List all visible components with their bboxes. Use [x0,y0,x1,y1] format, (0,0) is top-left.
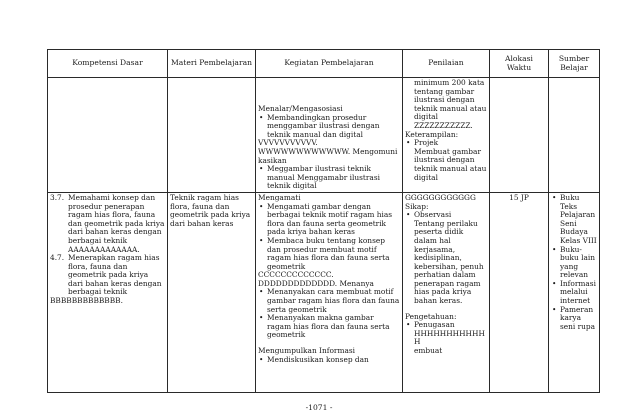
penilaian-text: embuat [414,346,443,356]
placeholder-w: WWWWWWWWWWWW. Mengomunikasikan [258,146,398,165]
list-item [258,165,400,191]
header-sumber: Sumber Belajar [549,50,600,78]
header-kegiatan: Kegiatan Pembelajaran [256,50,403,78]
list-item [258,288,400,314]
kegiatan-text: Mendiskusikan konsep dan [267,354,369,364]
kegiatan-cell [256,78,403,193]
list-item [258,203,400,237]
kd-number: 4.7. [50,253,65,263]
penilaian-cell [403,192,490,392]
placeholder-c: CCCCCCCCCCCCC. [258,270,334,280]
table-row [48,192,600,392]
penilaian-text: Membuat gambar ilustrasi dengan teknik manual atau digital [414,146,487,182]
pengetahuan-label: Pengetahuan: [405,311,457,321]
list-item [258,114,400,140]
penilaian-text: minimum 200 kata tentang gambar ilustrasi dengan teknik manual atau digital [414,78,487,122]
kd-text: Menerapkan ragam hias flora, fauna dan geometrik pada kriya dari bahan keras dengan berbagai teknik [68,253,162,297]
header-kompetensi-dasar: Kompetensi Dasar [48,50,168,78]
projek-label: Projek [414,138,439,148]
syllabus-table [47,49,600,393]
keterampilan-label: Keterampilan: [405,129,459,139]
kegiatan-text: Menanyakan cara membuat motif gambar ragam hias flora dan fauna serta geometrik [267,287,400,314]
list-item [551,280,597,306]
mengumpulkan-heading: Mengumpulkan Informasi [258,346,356,356]
kegiatan-text: Mengamati gambar dengan berbagai teknik motif ragam hias flora dan fauna serta geometrik pada kriya bahan keras [267,201,393,237]
kegiatan-text: Membaca buku tentang konsep dan prosedur membuat motif ragam hias flora dan fauna serta geometrik [267,235,390,271]
alokasi-cell [490,192,549,392]
penugasan-label: Penugasan [414,320,455,330]
header-materi: Materi Pembelajaran [168,50,256,78]
header-penilaian: Penilaian [403,50,490,78]
placeholder-v: VVVVVVVVVVV. [258,138,318,148]
materi-cell-empty [168,78,256,193]
page-number: -1071 - [305,403,333,412]
sumber-text: Informasi melalui internet [560,278,596,306]
list-item [258,314,400,340]
kd-cell [48,192,168,392]
penilaian-text: Tentang perilaku peserta didik dalam hal kerjasama, kedisiplinan, kebersihan, penuh perhatian dalam penerapan ragam hias pada kriya bahan keras. [414,218,484,306]
placeholder-g: GGGGGGGGGGGG [405,192,476,202]
materi-cell [168,192,256,392]
placeholder-a: AAAAAAAAAAAAA. [68,244,140,254]
kegiatan-text: Membandingkan prosedur menggambar ilustrasi dengan teknik manual dan digital [267,112,380,139]
placeholder-d: DDDDDDDDDDDDD. Menanya [258,278,374,288]
list-item [50,254,165,297]
sumber-cell-empty [549,78,600,193]
kd-text: Memahami konsep dan prosedur penerapan ragam hias flora, fauna dan geometrik pada kriya dari bahan keras dengan berbagai teknik [68,192,165,245]
placeholder-h: HHHHHHHHHHHH [414,328,485,347]
sumber-text: Buku Teks Pelajaran Seni Budaya Kelas VIII [560,192,597,245]
mengamati-heading: Mengamati [258,192,301,202]
kegiatan-text: Meggambar ilustrasi teknik manual Menggamabr ilustrasi teknik digital [267,164,380,191]
list-item [405,211,487,220]
materi-text: Teknik ragam hias flora, fauna dan geometrik pada kriya dari bahan keras [170,192,251,228]
alokasi-value: 15 JP [509,192,529,202]
list-item [405,321,487,330]
observasi-label: Observasi [414,210,452,220]
list-item [258,237,400,271]
alokasi-cell-empty [490,78,549,193]
list-item [551,194,597,246]
list-item [258,356,400,365]
sumber-text: Pameran karya seni rupa [560,304,596,331]
table-row [48,78,600,193]
header-alokasi: Alokasi Waktu [490,50,549,78]
placeholder-b: BBBBBBBBBBBBB. [50,296,123,306]
sumber-cell [549,192,600,392]
list-item [405,139,487,148]
sumber-text: Buku-buku lain yang relevan [560,244,595,280]
penilaian-cell [403,78,490,193]
kd-number: 3.7. [50,192,65,202]
placeholder-z: ZZZZZZZZZZZ. [414,120,473,130]
kegiatan-cell [256,192,403,392]
list-item [551,306,597,332]
sikap-label: Sikap: [405,201,429,211]
menalar-heading: Menalar/Mengasosiasi [258,104,343,113]
kegiatan-text: Menanyakan makna gambar ragam hias flora dan fauna serta geometrik [267,313,390,340]
list-item [50,194,165,246]
list-item [551,246,597,280]
kd-cell-empty [48,78,168,193]
header-row [48,50,600,78]
